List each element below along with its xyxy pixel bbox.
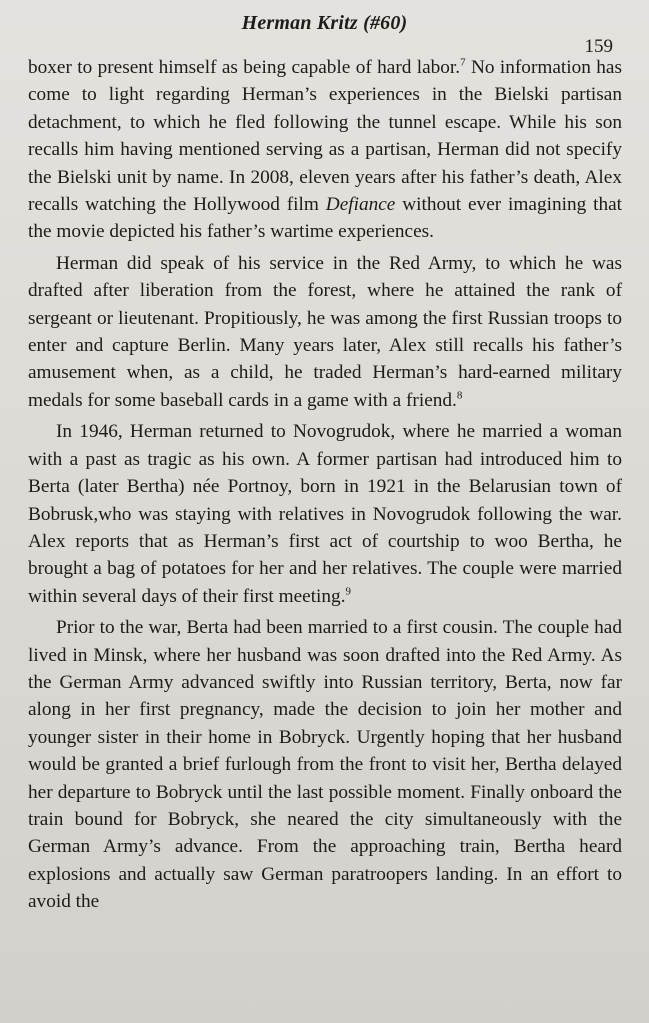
body-text (28, 54, 622, 920)
paragraph-text: Herman did speak of his service in the Red Army, to which he was drafted after liberation from the forest, where he attained the rank of sergeant or lieutenant. Propitiously, he was among the first Russian troops to enter and capture Berlin. Many years later, Alex still recalls his father’s amusement when, as a child, he traded Herman’s hard-earned military medals for some baseball cards in a game with a friend. (28, 252, 622, 411)
film-title: Defiance (325, 194, 396, 216)
page-number: 159 (584, 36, 613, 57)
paragraph-text: without ever imagining that the movie depicted his father’s wartime experiences. (28, 194, 623, 243)
footnote-ref-8: 8 (456, 389, 463, 402)
running-title: Herman Kritz (#60) (241, 12, 408, 34)
paragraph-text: Prior to the war, Berta had been married to a first cousin. The couple had lived in Minsk, where her husband was soon drafted into the Red Army. As the German Army advanced swiftly into Russian territory, Berta, now far along in her first pregnancy, made the decision to join her mother and younger sister in their home in Bobryck. Urgently hoping that her husband would be granted a brief furlough from the front to visit her, Bertha delayed her departure to Bobryck until the last possible moment. Finally onboard the train bound for Bobryck, she neared the city simultaneously with the German Army’s advance. From the approaching train, Bertha heard explosions and actually saw German paratroopers landing. In an effort to avoid the (28, 617, 622, 913)
paragraph-3 (28, 418, 622, 610)
paragraph-text: boxer to present himself as being capable of hard labor. (28, 57, 461, 78)
paragraph-1 (28, 54, 622, 246)
footnote-ref-9: 9 (345, 585, 352, 598)
paragraph-2 (28, 250, 622, 414)
paragraph-text: In 1946, Herman returned to Novogrudok, where he married a woman with a past as tragic as his own. A former partisan had introduced him to Berta (later Bertha) née Portnoy, born in 1921 in the Belarusian town of Bobrusk,who was staying with relatives in Novogrudok following the war. Alex reports that as Herman’s first act of courtship to woo Bertha, he brought a bag of potatoes for her and her relatives. The couple were married within several days of their first meeting. (28, 421, 622, 607)
paragraph-text: No information has come to light regarding Herman’s experiences in the Bielski partisan detachment, to which he fled following the tunnel escape. While his son recalls him having mentioned serving as a partisan, Herman did not specify the Bielski unit by name. In 2008, eleven years after his father’s death, Alex recalls watching the Hollywood film (28, 57, 622, 216)
paragraph-4 (28, 614, 622, 915)
footnote-ref-7: 7 (460, 56, 466, 69)
